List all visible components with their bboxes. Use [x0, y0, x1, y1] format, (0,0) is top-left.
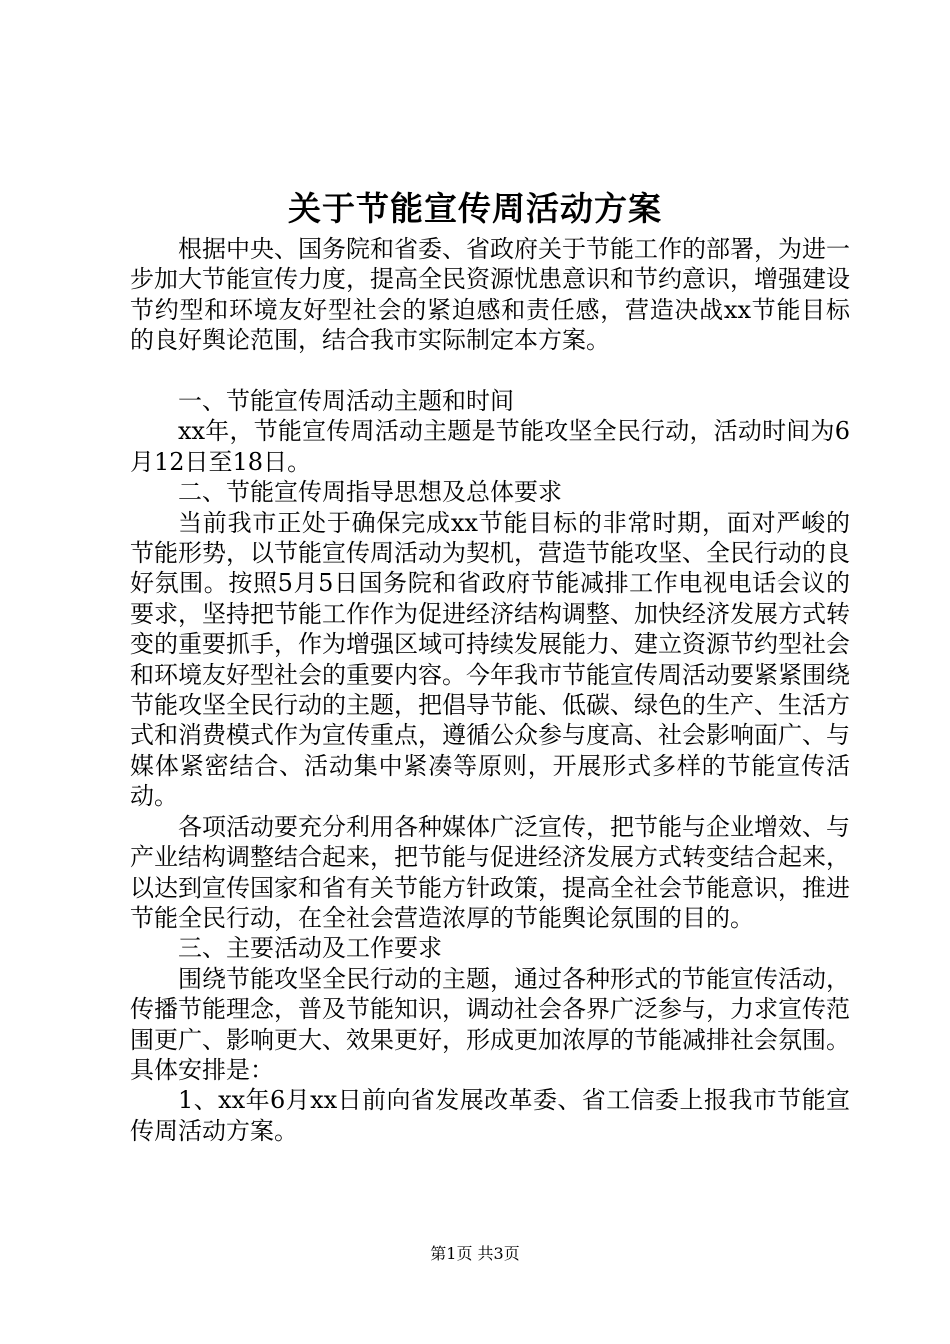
- section1-paragraph: xx年，节能宣传周活动主题是节能攻坚全民行动，活动时间为6月12日至18日。: [130, 417, 850, 476]
- intro-paragraph: 根据中央、国务院和省委、省政府关于节能工作的部署，为进一步加大节能宣传力度，提高全民资源忧患意识和节约意识，增强建设节约型和环境友好型社会的紧迫感和责任感，营造决战xx节能目标的良好舆论范围，结合我市实际制定本方案。: [130, 235, 850, 355]
- section2-heading: 二、节能宣传周指导思想及总体要求: [178, 478, 562, 507]
- section1-heading: 一、节能宣传周活动主题和时间: [178, 387, 514, 416]
- section2-paragraph-2: 各项活动要充分利用各种媒体广泛宣传，把节能与企业增效、与产业结构调整结合起来，把节能与促进经济发展方式转变结合起来，以达到宣传国家和省有关节能方针政策，提高全社会节能意识，推进节能全民行动，在全社会营造浓厚的节能舆论氛围的目的。: [130, 812, 850, 932]
- document-body: [130, 234, 850, 1146]
- section2-paragraph-1: 当前我市正处于确保完成xx节能目标的非常时期，面对严峻的节能形势，以节能宣传周活动为契机，营造节能攻坚、全民行动的良好氛围。按照5月5日国务院和省政府节能减排工作电视电话会议的要求，坚持把节能工作作为促进经济结构调整、加快经济发展方式转变的重要抓手，作为增强区域可持续发展能力、建立资源节约型社会和环境友好型社会的重要内容。今年我市节能宣传周活动要紧紧围绕节能攻坚全民行动的主题，把倡导节能、低碳、绿色的生产、生活方式和消费模式作为宣传重点，遵循公众参与度高、社会影响面广、与媒体紧密结合、活动集中紧凑等原则，开展形式多样的节能宣传活动。: [130, 508, 850, 811]
- page-footer: 第1页 共3页: [430, 1244, 520, 1263]
- section3-item-1: 1、xx年6月xx日前向省发展改革委、省工信委上报我市节能宣传周活动方案。: [130, 1086, 850, 1145]
- section3-paragraph-1: 围绕节能攻坚全民行动的主题，通过各种形式的节能宣传活动，传播节能理念，普及节能知识，调动社会各界广泛参与，力求宣传范围更广、影响更大、效果更好，形成更加浓厚的节能减排社会氛围。具体安排是：: [130, 964, 850, 1084]
- document-title: 关于节能宣传周活动方案: [288, 189, 662, 228]
- section3-heading: 三、主要活动及工作要求: [178, 934, 442, 963]
- blank-line: [130, 356, 850, 386]
